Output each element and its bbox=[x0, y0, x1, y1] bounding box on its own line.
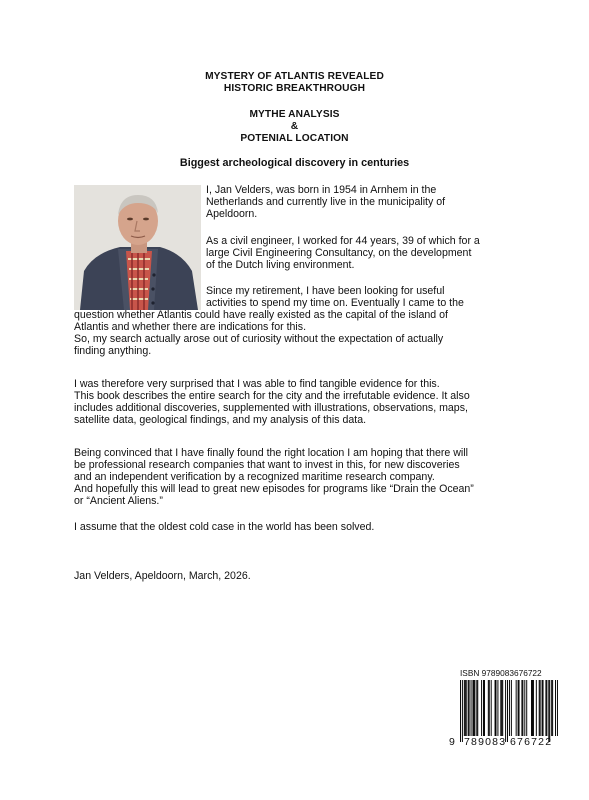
barcode-bar bbox=[532, 680, 533, 736]
text-line: Since my retirement, I have been looking for useful bbox=[206, 285, 445, 297]
barcode-bar bbox=[551, 680, 552, 736]
text-line: be professional research companies that want to invest in this, for new discoveries bbox=[74, 458, 460, 471]
barcode-bar bbox=[543, 680, 544, 736]
author-photo bbox=[74, 185, 201, 310]
barcode-bar bbox=[539, 680, 540, 736]
barcode-bar bbox=[483, 680, 484, 736]
barcode-bar bbox=[511, 680, 512, 736]
barcode-bar bbox=[546, 680, 547, 736]
text-line: or “Ancient Aliens.” bbox=[74, 494, 163, 507]
barcode-digit-first: 9 bbox=[449, 736, 455, 748]
isbn-label: ISBN 9789083676722 bbox=[460, 668, 542, 678]
text-line: I assume that the oldest cold case in the world has been solved. bbox=[74, 521, 375, 533]
barcode-bar bbox=[507, 680, 508, 742]
text-line: Netherlands and currently live in the municipality of bbox=[206, 195, 446, 208]
text-line: and an independent verification by a recognized maritime research company. bbox=[74, 470, 435, 483]
text-line: This book describes the entire search for the city and the irrefutable evidence. It also bbox=[74, 389, 470, 402]
text-line: Being convinced that I have finally found the right location I am hoping that there will bbox=[74, 447, 468, 459]
barcode-digits-right: 676722 bbox=[510, 736, 553, 748]
barcode-bar bbox=[476, 680, 477, 736]
signature-line bbox=[74, 571, 251, 583]
barcode-bar bbox=[542, 680, 543, 736]
barcode-bar bbox=[545, 680, 546, 736]
text-line: includes additional discoveries, supplemented with illustrations, observations, maps, bbox=[74, 401, 468, 414]
text-line: large Civil Engineering Consultancy, on the development bbox=[206, 246, 472, 259]
barcode-digits-left: 789083 bbox=[464, 736, 507, 748]
barcode-bar bbox=[489, 680, 490, 736]
text-line: finding anything. bbox=[74, 344, 152, 357]
barcode-bar bbox=[509, 680, 510, 736]
barcode-bar bbox=[481, 680, 482, 736]
bio-paragraph-career bbox=[206, 236, 480, 272]
barcode-bar bbox=[462, 680, 463, 742]
barcode-bar bbox=[555, 680, 556, 736]
barcode-bar bbox=[549, 680, 550, 742]
barcode-bar bbox=[552, 680, 553, 736]
heading-ampersand: & bbox=[290, 121, 299, 132]
barcode-bar bbox=[524, 680, 525, 736]
text-line: And hopefully this will lead to great new episodes for programs like “Drain the Ocean” bbox=[74, 482, 474, 495]
book-description-paragraph bbox=[74, 379, 470, 427]
barcode-bar bbox=[488, 680, 489, 736]
barcode-bar bbox=[464, 680, 465, 736]
text-line: Atlantis and whether there are indications for this. bbox=[74, 320, 307, 333]
barcode-bar bbox=[526, 680, 527, 736]
barcode-bar bbox=[474, 680, 475, 736]
barcode-bar bbox=[465, 680, 466, 736]
barcode-bar bbox=[466, 680, 467, 736]
text-line: I was therefore very surprised that I was able to find tangible evidence for this. bbox=[74, 378, 440, 390]
text-line: activities to spend my time on. Eventually I came to the bbox=[206, 296, 464, 309]
barcode-bar bbox=[540, 680, 541, 736]
barcode-bar bbox=[531, 680, 532, 736]
barcode-bar bbox=[473, 680, 474, 736]
barcode-bar bbox=[518, 680, 519, 736]
bio-paragraph-question bbox=[74, 310, 448, 358]
tagline: Biggest archeological discovery in centuries bbox=[179, 157, 410, 169]
barcode-bar bbox=[557, 680, 558, 736]
barcode-bar bbox=[548, 680, 549, 742]
text-line: Apeldoorn. bbox=[206, 207, 258, 220]
barcode-bar bbox=[472, 680, 473, 736]
closing-paragraph bbox=[74, 522, 374, 534]
barcode-bar bbox=[502, 680, 503, 736]
heading-subtitle: HISTORIC BREAKTHROUGH bbox=[223, 83, 366, 94]
barcode-bar bbox=[496, 680, 497, 736]
barcode-bar bbox=[536, 680, 537, 736]
barcode-bar bbox=[497, 680, 498, 736]
bio-paragraph-birth bbox=[206, 185, 445, 221]
barcode-bar bbox=[484, 680, 485, 736]
barcode-bar bbox=[521, 680, 522, 736]
text-line: As a civil engineer, I worked for 44 years, 39 of which for a bbox=[206, 235, 480, 247]
text-line: of the Dutch living environment. bbox=[206, 258, 355, 271]
barcode-bar bbox=[522, 680, 523, 736]
text-line: satellite data, geological findings, and my analysis of this data. bbox=[74, 413, 367, 426]
barcode-bar bbox=[495, 680, 496, 736]
barcode-bar bbox=[505, 680, 506, 742]
barcode-bar bbox=[471, 680, 472, 736]
text-line: Jan Velders, Apeldoorn, March, 2026. bbox=[74, 570, 251, 582]
heading-mythe: MYTHE ANALYSIS bbox=[249, 109, 340, 120]
barcode-bar bbox=[491, 680, 492, 736]
barcode-bar bbox=[519, 680, 520, 736]
hope-paragraph bbox=[74, 448, 474, 508]
text-line: question whether Atlantis could have really existed as the capital of the island of bbox=[74, 309, 448, 321]
barcode-bar bbox=[468, 680, 469, 736]
bio-paragraph-retirement bbox=[206, 286, 464, 310]
barcode-bar bbox=[469, 680, 470, 736]
text-line: So, my search actually arose out of curiosity without the expectation of actually bbox=[74, 332, 444, 345]
barcode-bar bbox=[460, 680, 461, 742]
text-line: I, Jan Velders, was born in 1954 in Arnhem in the bbox=[206, 184, 437, 196]
heading-location: POTENIAL LOCATION bbox=[240, 133, 349, 144]
barcode-bar bbox=[516, 680, 517, 736]
barcode-bars bbox=[452, 680, 558, 742]
barcode-bar bbox=[501, 680, 502, 736]
barcode-bar bbox=[533, 680, 534, 736]
barcode-bar bbox=[500, 680, 501, 736]
heading-title: MYSTERY OF ATLANTIS REVEALED bbox=[205, 71, 384, 82]
barcode-bar bbox=[477, 680, 478, 736]
